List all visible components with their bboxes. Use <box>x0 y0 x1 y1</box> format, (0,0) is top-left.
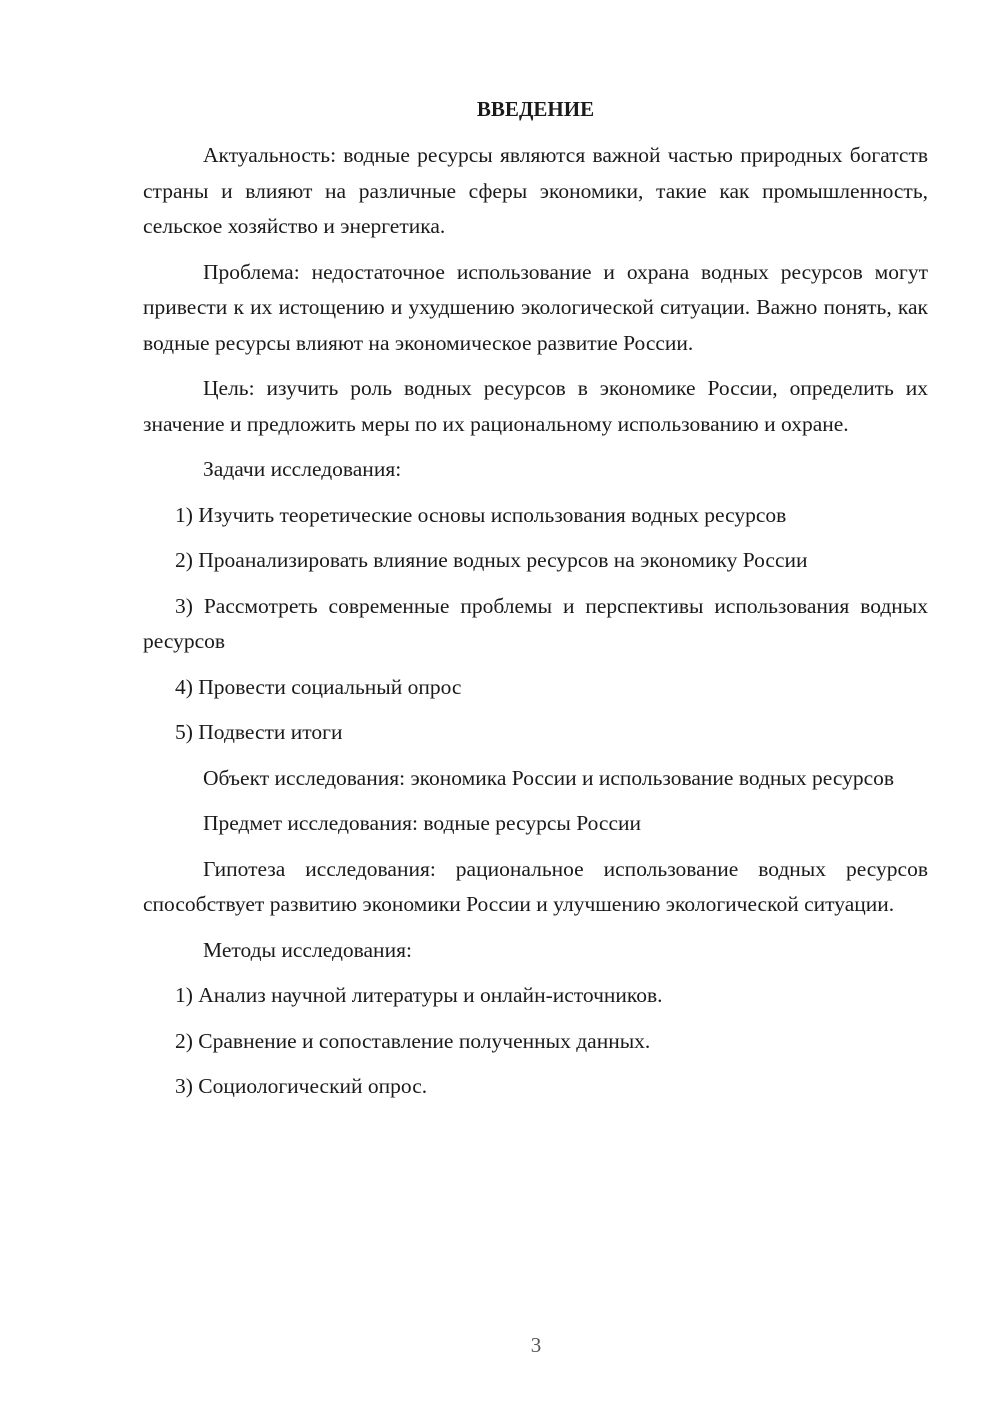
task-item: 5) Подвести итоги <box>175 720 343 744</box>
subject-paragraph: Предмет исследования: водные ресурсы России <box>203 811 642 835</box>
relevance-paragraph: Актуальность: водные ресурсы являются важной частью природных богатств страны и влияют на различные сферы экономики, такие как промышленность, сельское хозяйство и энергетика. <box>143 143 928 238</box>
task-item: 2) Проанализировать влияние водных ресурсов на экономику России <box>175 548 808 572</box>
section-title: ВВЕДЕНИЕ <box>476 97 595 121</box>
tasks-heading: Задачи исследования: <box>203 457 402 481</box>
method-item: 3) Социологический опрос. <box>175 1074 428 1098</box>
document-page <box>143 92 928 1115</box>
task-item: 1) Изучить теоретические основы использования водных ресурсов <box>175 502 787 527</box>
page-number: 3 <box>530 1333 542 1357</box>
object-paragraph: Объект исследования: экономика России и использование водных ресурсов <box>203 765 895 790</box>
task-item: 4) Провести социальный опрос <box>175 674 462 699</box>
method-item: 1) Анализ научной литературы и онлайн-источников. <box>175 983 663 1007</box>
methods-heading: Методы исследования: <box>203 937 412 962</box>
goal-paragraph: Цель: изучить роль водных ресурсов в экономике России, определить их значение и предложить меры по их рациональному использованию и охране. <box>143 376 928 436</box>
problem-paragraph: Проблема: недостаточное использование и охрана водных ресурсов могут привести к их истощению и ухудшению экологической ситуации. Важно понять, как водные ресурсы влияют на экономическое развитие России. <box>143 259 928 355</box>
task-item: 3) Рассмотреть современные проблемы и перспективы использования водных ресурсов <box>143 593 928 653</box>
hypothesis-paragraph: Гипотеза исследования: рациональное использование водных ресурсов способствует развитию экономики России и улучшению экологической ситуации. <box>143 856 928 916</box>
method-item: 2) Сравнение и сопоставление полученных данных. <box>175 1028 651 1053</box>
